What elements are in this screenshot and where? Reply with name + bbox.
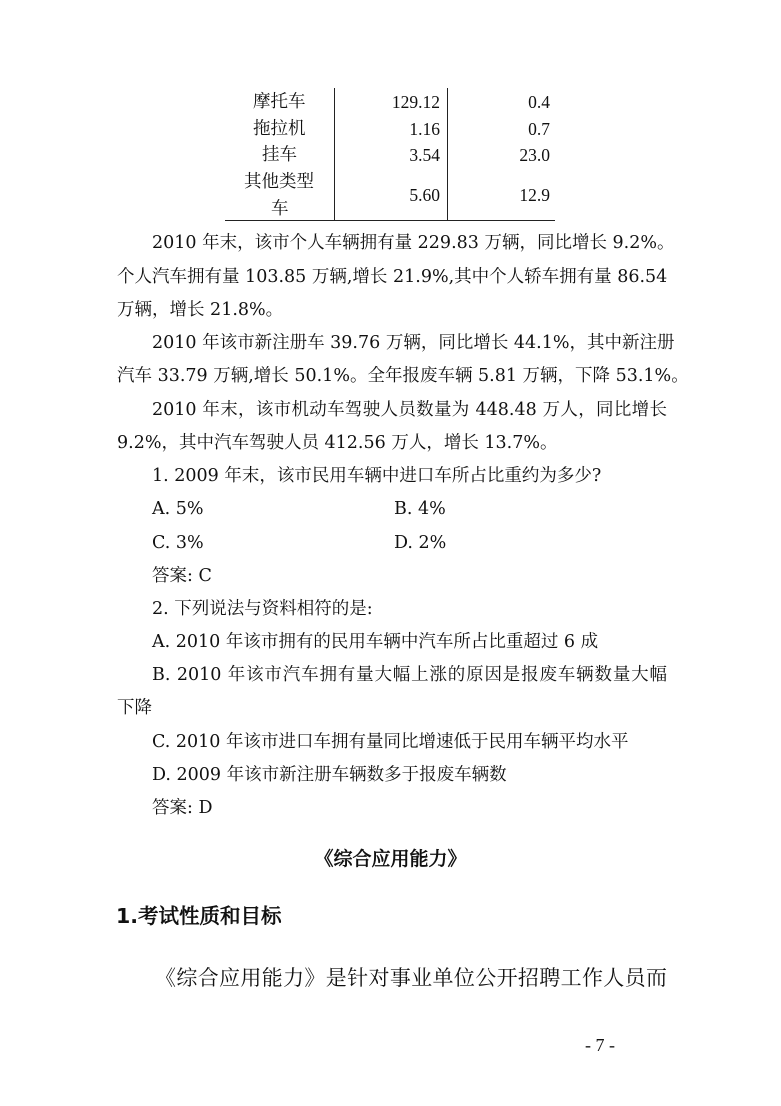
section-title: 《综合应用能力》 [314,848,467,870]
q2-option-c: C. 2010 年该市进口车拥有量同比增速低于民用车辆平均水平 [152,732,629,752]
paragraph-line: 汽车 33.79 万辆,增长 50.1%。全年报废车辆 5.81 万辆，下降 53.1%。 [117,366,689,386]
table-cell-value: 3.54 [409,145,440,165]
paragraph-line: 万辆，增长 21.8%。 [117,300,284,320]
q2-option-b: B. 2010 年该市汽车拥有量大幅上涨的原因是报废车辆数量大幅 [152,665,667,685]
q1-option-a: A. 5% [152,499,204,519]
question-2: 2. 下列说法与资料相符的是: [152,599,373,619]
paragraph-line: 2010 年末，该市个人车辆拥有量 229.83 万辆，同比增长 9.2%。 [152,233,675,253]
q2-option-b-continued: 下降 [117,698,152,718]
table-cell-share: 23.0 [519,145,550,165]
paragraph-line: 9.2%，其中汽车驾驶人员 412.56 万人，增长 13.7%。 [117,433,558,453]
table-cell-name: 挂车 [262,145,297,165]
table-divider-2 [447,88,448,221]
page-number: - 7 - [585,1035,615,1055]
table-divider-1 [334,88,335,221]
table-cell-share: 0.4 [528,92,550,112]
table-bottom-rule [225,220,555,221]
q1-option-c: C. 3% [152,533,204,553]
table-cell-value: 1.16 [409,119,440,139]
table-cell-share: 0.7 [528,119,550,139]
q2-answer: 答案: D [152,798,213,818]
paragraph-line: 2010 年该市新注册车 39.76 万辆，同比增长 44.1%，其中新注册 [152,333,675,353]
q1-answer: 答案: C [152,566,212,586]
paragraph-line: 个人汽车拥有量 103.85 万辆,增长 21.9%,其中个人轿车拥有量 86.54 [117,267,668,287]
q1-option-b: B. 4% [394,499,446,519]
table-cell-value: 129.12 [391,92,440,112]
q2-option-d: D. 2009 年该市新注册车辆数多于报废车辆数 [152,765,507,785]
section-heading: 1.考试性质和目标 [116,904,282,928]
section-body-line: 《综合应用能力》是针对事业单位公开招聘工作人员而 [155,966,667,990]
table-cell-name: 摩托车 [253,92,306,112]
q2-option-a: A. 2010 年该市拥有的民用车辆中汽车所占比重超过 6 成 [152,632,599,652]
q1-option-d: D. 2% [394,533,447,553]
table-cell-name: 拖拉机 [253,119,306,139]
table-cell-name: 其他类型 [244,172,314,192]
question-1: 1. 2009 年末，该市民用车辆中进口车所占比重约为多少? [152,466,602,486]
table-cell-share: 12.9 [519,185,550,205]
table-cell-name-continued: 车 [271,199,289,219]
table-cell-value: 5.60 [409,185,440,205]
paragraph-line: 2010 年末，该市机动车驾驶人员数量为 448.48 万人，同比增长 [152,400,667,420]
